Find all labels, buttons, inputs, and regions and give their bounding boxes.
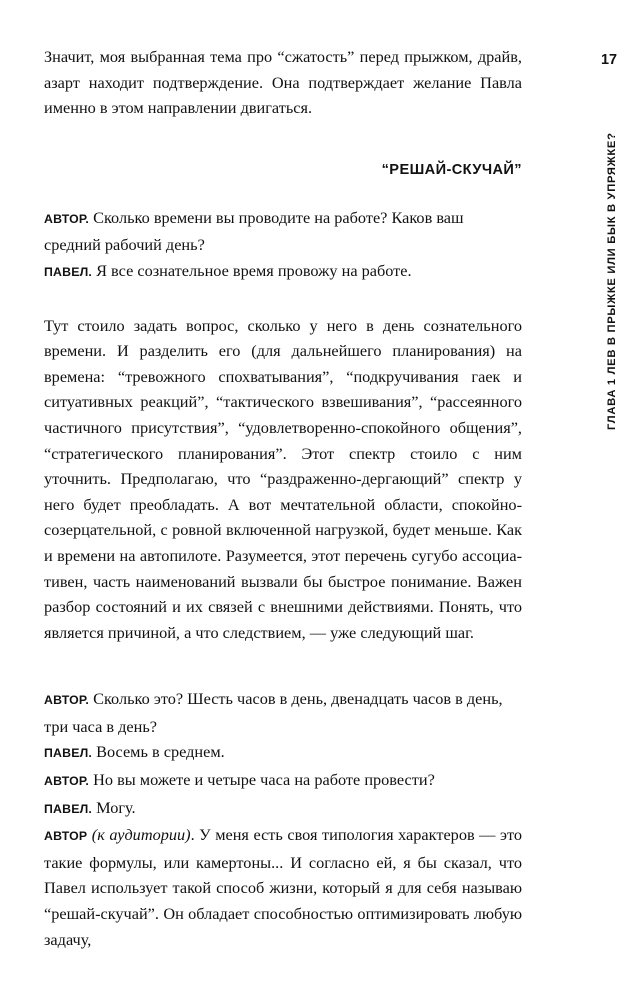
dialogue-text: Я все сознательное время провожу на работе. [92, 260, 412, 280]
spacer [44, 178, 522, 205]
page-number: 17 [600, 52, 617, 68]
speaker-label: ПАВЕЛ. [44, 801, 93, 816]
dialogue-text: Сколько времени вы проводите на работе? Каков ваш средний рабочий день? [44, 207, 464, 255]
intro-paragraph: Значит, моя выбранная тема про “сжатость” перед прыжком, драйв, азарт находит подтверждение. Она подтверждает желание Павла именно в этом направлении двигаться. [44, 47, 522, 118]
analysis-paragraph: Тут стоило задать вопрос, сколько у него в день сознательного времени. И разделить его (для дальнейшего планирования) на времена: “тревожного спохватывания”, “подкручивания гаек и ситуативных реакций”, “тактического взвешивания”, “рассеянного частичного присутствия”, “удовлетворенно-спокойного общения”, “стратегического планирования”. Этот спектр стоило с ним уточнить. Предполагаю, что “раздраженно-дергающий” спектр у него будет преобладать. А вот мечтательной области, спокойно-созерцательной, с ровной включенной нагрузкой, будет меньше. Как и времени на автопилоте. Разумеется, этот перечень сугубо ассоциативен, часть наименований вызвали бы быстрое понимание. Важен разбор состояний и их связей с внешними действиями. Понять, что является причиной, а что следствием, — уже следующий шаг. [44, 315, 522, 642]
speaker-label: АВТОР. [44, 693, 90, 708]
spacer [44, 286, 522, 313]
final-paragraph [44, 822, 522, 952]
section-title: “РЕШАЙ-СКУЧАЙ” [381, 161, 522, 178]
running-head: ГЛАВА 1 ЛЕВ В ПРЫЖКЕ ИЛИ БЫК В УПРЯЖКЕ? [606, 132, 618, 430]
dialogue-text: . У меня есть своя типология характеров — это такие формулы, или камертоны... И согласно ей, я бы сказал, что Павел использует такой способ жизни, который я для себя называю “решай-скучай”. Он обладает способностью оптимизировать любую задачу, [44, 825, 522, 949]
spacer [44, 645, 522, 686]
speaker-label: АВТОР. [44, 774, 90, 789]
dialogue-text: Но вы можете и четыре часа на работе провести? [89, 770, 435, 790]
dialogue-line [44, 686, 522, 739]
page-content [44, 44, 522, 952]
speaker-label: ПАВЕЛ. [44, 264, 93, 279]
dialogue-line [44, 767, 522, 795]
speaker-label: АВТОР [44, 829, 88, 844]
dialogue-line [44, 795, 522, 823]
speaker-label: ПАВЕЛ. [44, 746, 93, 761]
dialogue-text: Могу. [92, 797, 136, 817]
dialogue-line [44, 205, 522, 258]
dialogue-text: Сколько это? Шесть часов в день, двенадцать часов в день, три часа в день? [44, 689, 503, 736]
stage-direction: (к аудитории) [87, 825, 191, 845]
dialogue-line [44, 258, 522, 286]
spacer [44, 121, 522, 162]
speaker-label: АВТОР. [44, 211, 90, 226]
dialogue-line [44, 739, 522, 767]
dialogue-text: Восемь в среднем. [92, 742, 225, 762]
